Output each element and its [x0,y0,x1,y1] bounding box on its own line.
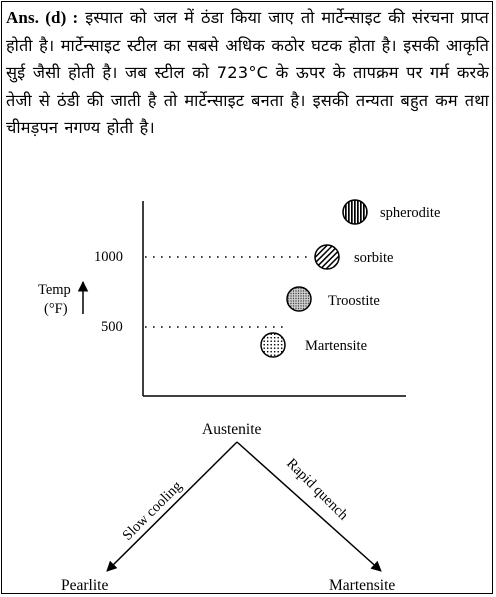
troostite-label: Troostite [328,293,380,309]
answer-text: इस्पात को जल में ठंडा किया जाए तो मार्टेन्साइट की संरचना प्राप्त होती है। मार्टेन्साइट स्टील का सबसे अधिक कठोर घटक होता है। इसकी आकृति सुई जैसी होती है। जब स्टील को 723°C के ऊपर के तापक्रम पर गर्म करके तेजी से ठंडी की जाती है तो मार्टेन्साइट बनता है। इसकी तन्यता बहुत कम तथा चीमड़पन नगण्य होती है। [6,8,489,138]
y-axis-unit: (°F) [44,301,68,317]
tick-1000: 1000 [94,249,123,265]
slow-cooling-label: Slow cooling [119,478,186,544]
martensite-marker [261,333,285,357]
martensite-product-label: Martensite [329,577,396,594]
tick-500: 500 [101,319,123,335]
y-axis-label: Temp [38,282,71,298]
pearlite-label: Pearlite [61,577,109,594]
sorbite-label: sorbite [354,250,394,266]
martensite-label: Martensite [305,338,368,354]
left-branch-arrow [107,442,237,571]
rapid-quench-label: Rapid quench [283,455,352,524]
spherodite-label: spherodite [380,205,441,221]
austenite-label: Austenite [202,421,262,438]
answer-label: Ans. (d) : [6,8,79,27]
troostite-marker [287,287,311,311]
right-branch-arrow [237,442,381,571]
sorbite-marker [315,245,339,269]
spherodite-marker [343,200,367,224]
